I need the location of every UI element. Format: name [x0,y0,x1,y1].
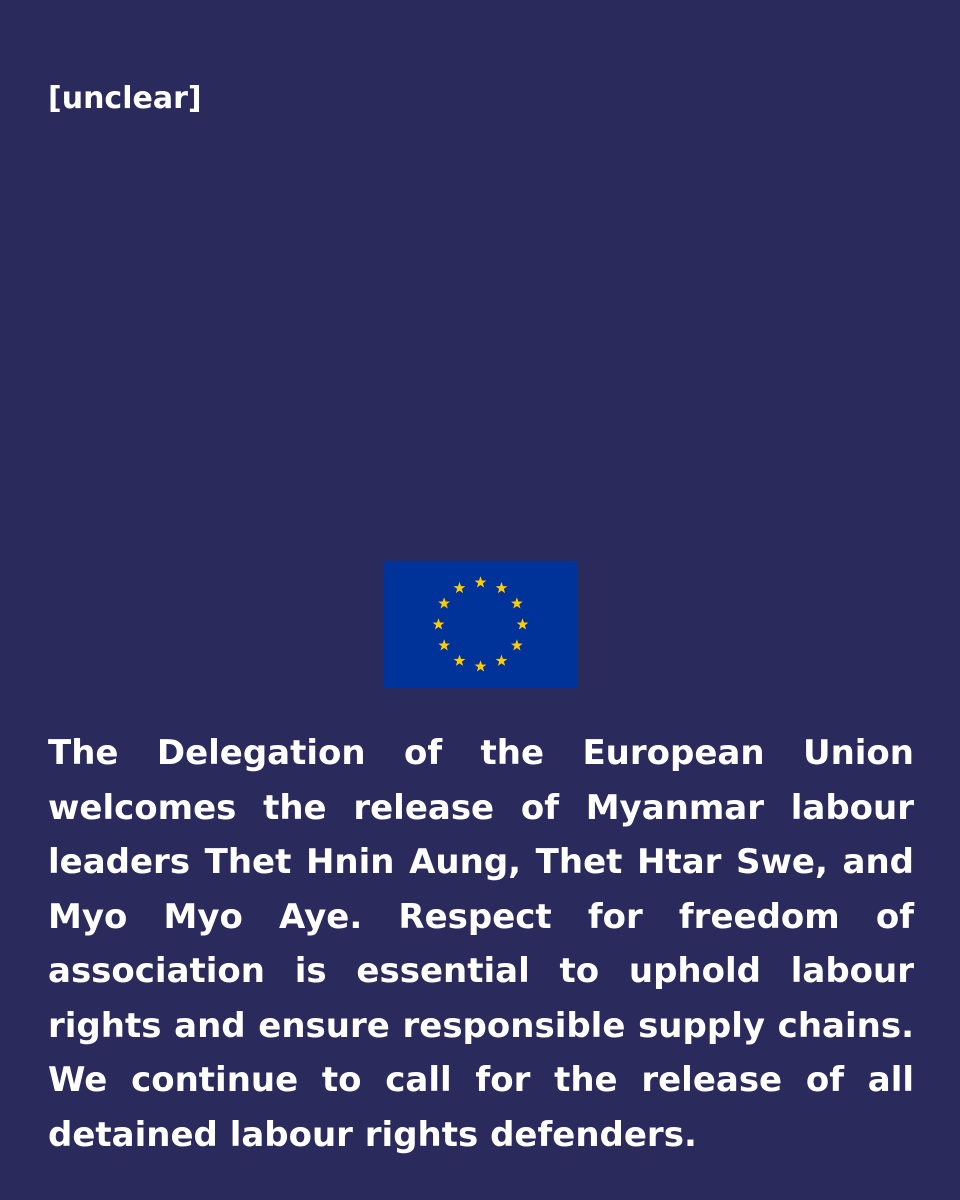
english-statement: The Delegation of the European Union welcomes the release of Myanmar labour leaders Thet Hnin Aung, Thet Htar Swe, and Myo Myo Aye. Respect for freedom of association is essential to uphold labour rights and ensure responsible supply chains. We continue to call for the release of all detained labour rights defenders. [48,733,914,1155]
eu-flag-icon [384,561,577,688]
myanmar-statement: [unclear] [48,81,202,116]
